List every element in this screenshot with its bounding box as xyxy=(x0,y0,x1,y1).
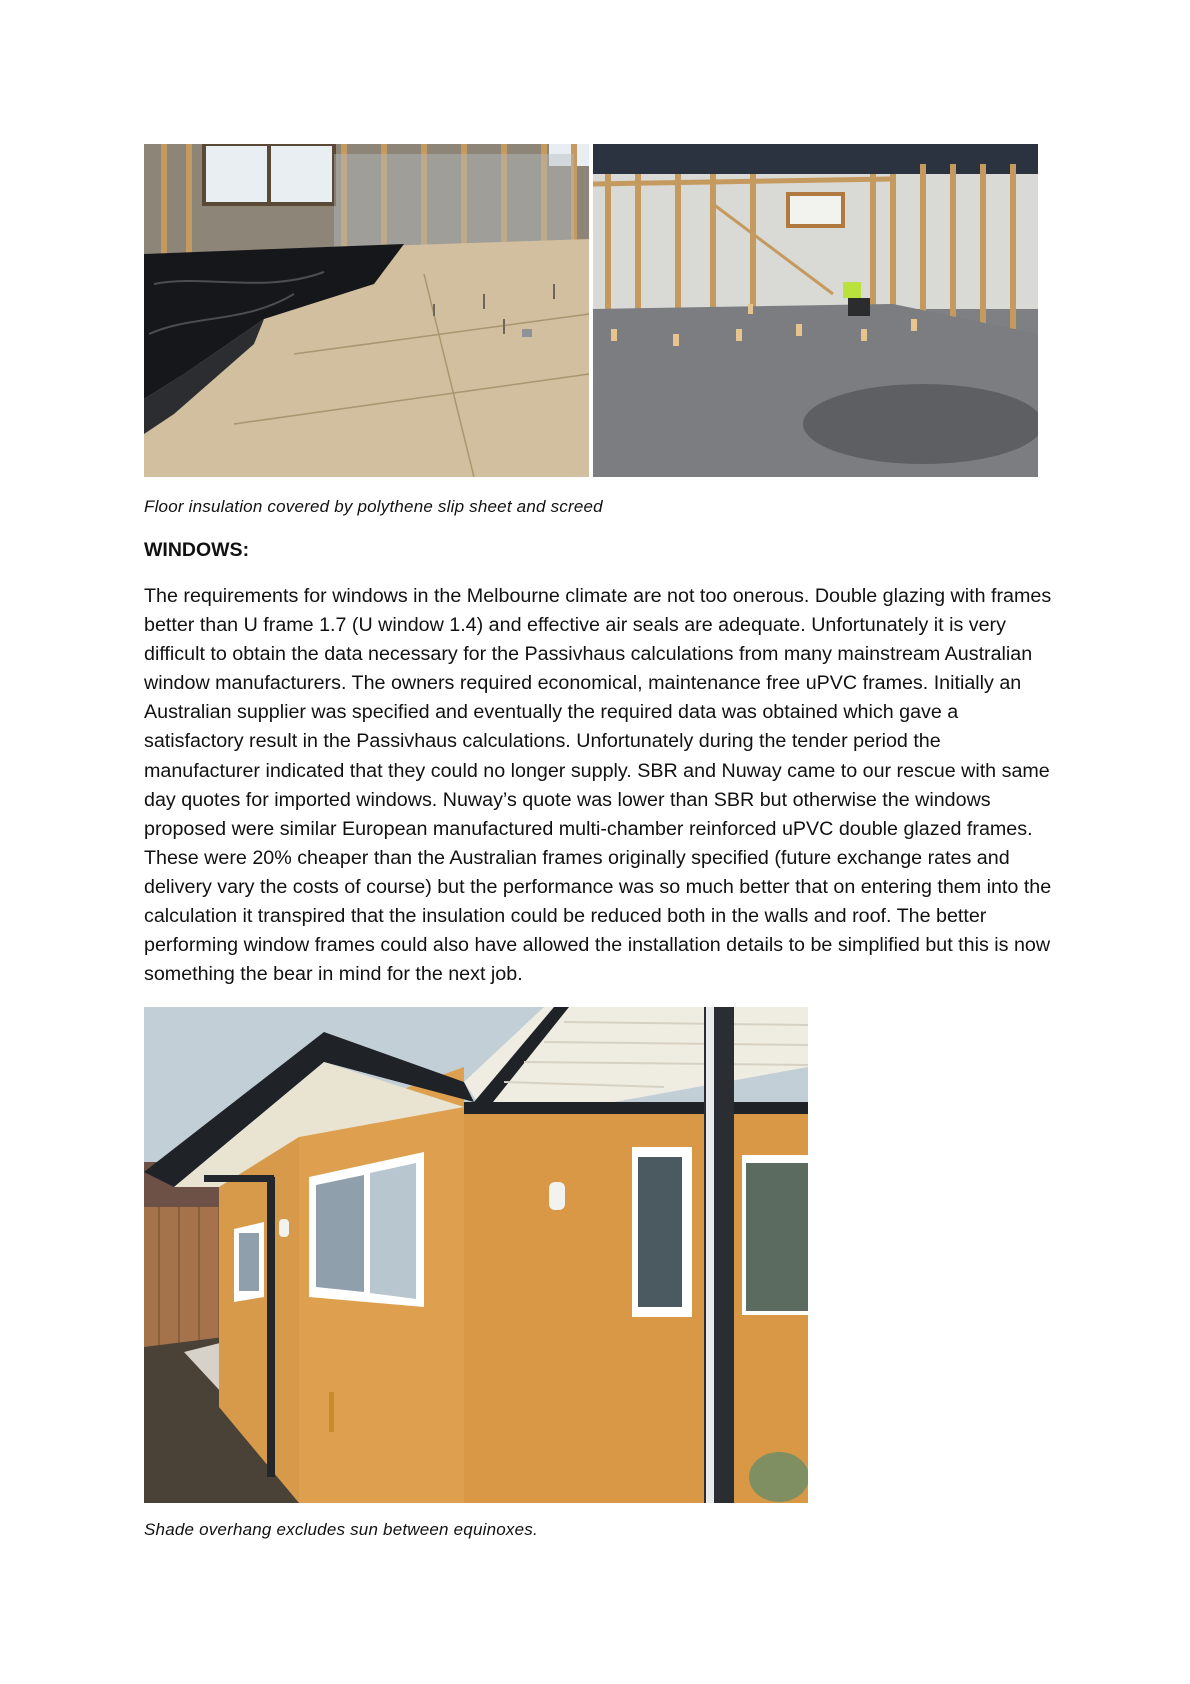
body-paragraph: The requirements for windows in the Melbourne climate are not too onerous. Double glazing with frames better than U frame 1.7 (U window 1.4) and effective air seals are adequate. Unfortunately it is very difficult to obtain the data necessary for the Passivhaus calculations from many mainstream Australian window manufacturers. The owners required economical, maintenance free uPVC frames. Initially an Australian supplier was specified and eventually the required data was obtained which gave a satisfactory result in the Passivhaus calculations. Unfortunately during the tender period the manufacturer indicated that they could no longer supply. SBR and Nuway came to our rescue with same day quotes for imported windows. Nuway’s quote was lower than SBR but otherwise the windows proposed were similar European manufactured multi-chamber reinforced uPVC double glazed frames. These were 20% cheaper than the Australian frames originally specified (future exchange rates and delivery vary the costs of course) but the performance was so much better that on entering them into the calculation it transpired that the insulation could be reduced both in the walls and roof. The better performing window frames could also have allowed the installation details to be simplified but this is now something the bear in mind for the next job. xyxy=(144,585,1052,986)
house-exterior-photo xyxy=(144,1007,808,1503)
floor-photo-caption: Floor insulation covered by polythene slip sheet and screed xyxy=(144,497,603,516)
house-photo-caption: Shade overhang excludes sun between equinoxes. xyxy=(144,1520,538,1539)
section-heading: WINDOWS: xyxy=(144,539,250,561)
floor-screed-photo xyxy=(593,144,1038,477)
floor-insulation-photo xyxy=(144,144,589,477)
